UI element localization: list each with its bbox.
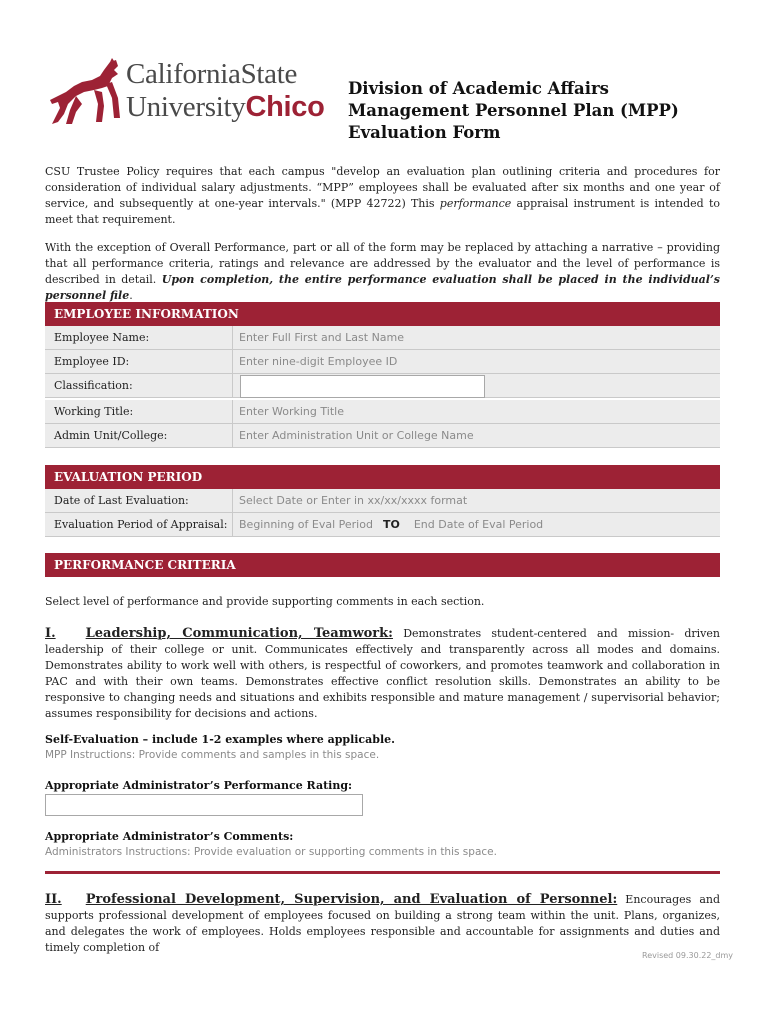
- logo-wordmark-line2: UniversityChico: [126, 91, 325, 123]
- section-2-title: Professional Development, Supervision, and Evaluation of Personnel:: [85, 892, 618, 907]
- performance-criteria-heading: PERFORMANCE CRITERIA: [45, 553, 720, 577]
- performance-instruction: Select level of performance and provide supporting comments in each section.: [45, 595, 485, 608]
- employee-name-label: Employee Name:: [54, 331, 150, 344]
- last-evaluation-date-field[interactable]: Select Date or Enter in xx/xx/xxxx format: [239, 494, 468, 507]
- form-title: Division of Academic Affairs Management Personnel Plan (MPP) Evaluation Form: [348, 79, 679, 142]
- evaluation-period-fields: [239, 513, 543, 536]
- classification-label: Classification:: [54, 379, 133, 392]
- evaluation-period-row: [45, 513, 720, 537]
- evaluation-period-heading: EVALUATION PERIOD: [45, 465, 720, 489]
- employee-name-row: [45, 326, 720, 350]
- wildcat-mascot-icon: [48, 58, 124, 128]
- classification-row: [45, 374, 720, 398]
- section-2-description: II. Professional Development, Supervision, and Evaluation of Personnel: Encourages and supports professional development of employees focused on building a strong team within the unit. Plans, organizes, and delegates the work of employees. Holds employees responsible and accountable for assignments and duties and timely completion of: [45, 892, 721, 954]
- logo-wordmark-line1: CaliforniaState: [126, 58, 298, 90]
- working-title-label: Working Title:: [54, 405, 134, 418]
- section-1-title: Leadership, Communication, Teamwork:: [85, 626, 393, 641]
- period-end-field[interactable]: End Date of Eval Period: [413, 518, 544, 531]
- revision-footer: Revised 09.30.22_dmy: [642, 951, 734, 960]
- performance-rating-dropdown[interactable]: [45, 794, 363, 816]
- admin-unit-label: Admin Unit/College:: [54, 429, 168, 442]
- employee-id-row: [45, 350, 720, 374]
- section-2-numeral: II.: [45, 892, 62, 907]
- period-start-field[interactable]: Beginning of Eval Period: [239, 518, 373, 531]
- classification-dropdown[interactable]: [240, 375, 485, 398]
- section-1-description: I. Leadership, Communication, Teamwork: Demonstrates student-centered and mission- driven leadership of their college or unit. Communicates effectively and transparently across all modes and domains. Demonstrates ability to work well with others, is respectful of coworkers, and promotes teamwork and collaboration in PAC and with their own teams. Demonstrates effective conflict resolution skills. Demonstrates an ability to be responsive to changing needs and situations and exhibits responsible and mature management / supervisorial behavior; assumes responsibility for decisions and actions.: [45, 626, 720, 720]
- employee-information-heading: EMPLOYEE INFORMATION: [45, 302, 720, 326]
- performance-rating-label: Appropriate Administrator’s Performance Rating:: [45, 779, 353, 792]
- evaluation-period-label: Evaluation Period of Appraisal:: [54, 518, 228, 531]
- employee-name-field[interactable]: Enter Full First and Last Name: [239, 331, 405, 344]
- administrator-comments-label: Appropriate Administrator’s Comments:: [45, 830, 294, 843]
- admin-unit-row: [45, 424, 720, 448]
- working-title-row: [45, 400, 720, 424]
- csu-chico-logo: [48, 58, 338, 130]
- intro-paragraph-2: With the exception of Overall Performance, part or all of the form may be replaced by attaching a narrative – providing that all performance criteria, ratings and relevance are addressed by the evaluator and the level of performance is described in detail. Upon completion, the entire performance evaluation shall be placed in the individual’s personnel file.: [45, 241, 721, 302]
- section-divider: [45, 871, 720, 874]
- employee-id-label: Employee ID:: [54, 355, 130, 368]
- admin-unit-field[interactable]: Enter Administration Unit or College Name: [239, 429, 474, 442]
- intro-paragraph-1: CSU Trustee Policy requires that each campus "develop an evaluation plan outlining criteria and procedures for consideration of individual salary adjustments. “MPP” employees shall be evaluated after six months and one year of service, and subsequently at one-year intervals." (MPP 42722) This performance appraisal instrument is intended to meet that requirement.: [45, 165, 720, 226]
- employee-id-field[interactable]: Enter nine-digit Employee ID: [239, 355, 398, 368]
- last-evaluation-row: [45, 489, 720, 513]
- section-1-numeral: I.: [45, 626, 56, 641]
- administrator-comments-hint[interactable]: Administrators Instructions: Provide evaluation or supporting comments in this space.: [45, 846, 497, 858]
- working-title-field[interactable]: Enter Working Title: [239, 405, 344, 418]
- self-evaluation-label: Self-Evaluation – include 1-2 examples where applicable.: [45, 733, 395, 746]
- self-evaluation-hint[interactable]: MPP Instructions: Provide comments and samples in this space.: [45, 749, 380, 761]
- period-to-label: TO: [382, 518, 400, 531]
- last-evaluation-label: Date of Last Evaluation:: [54, 494, 189, 507]
